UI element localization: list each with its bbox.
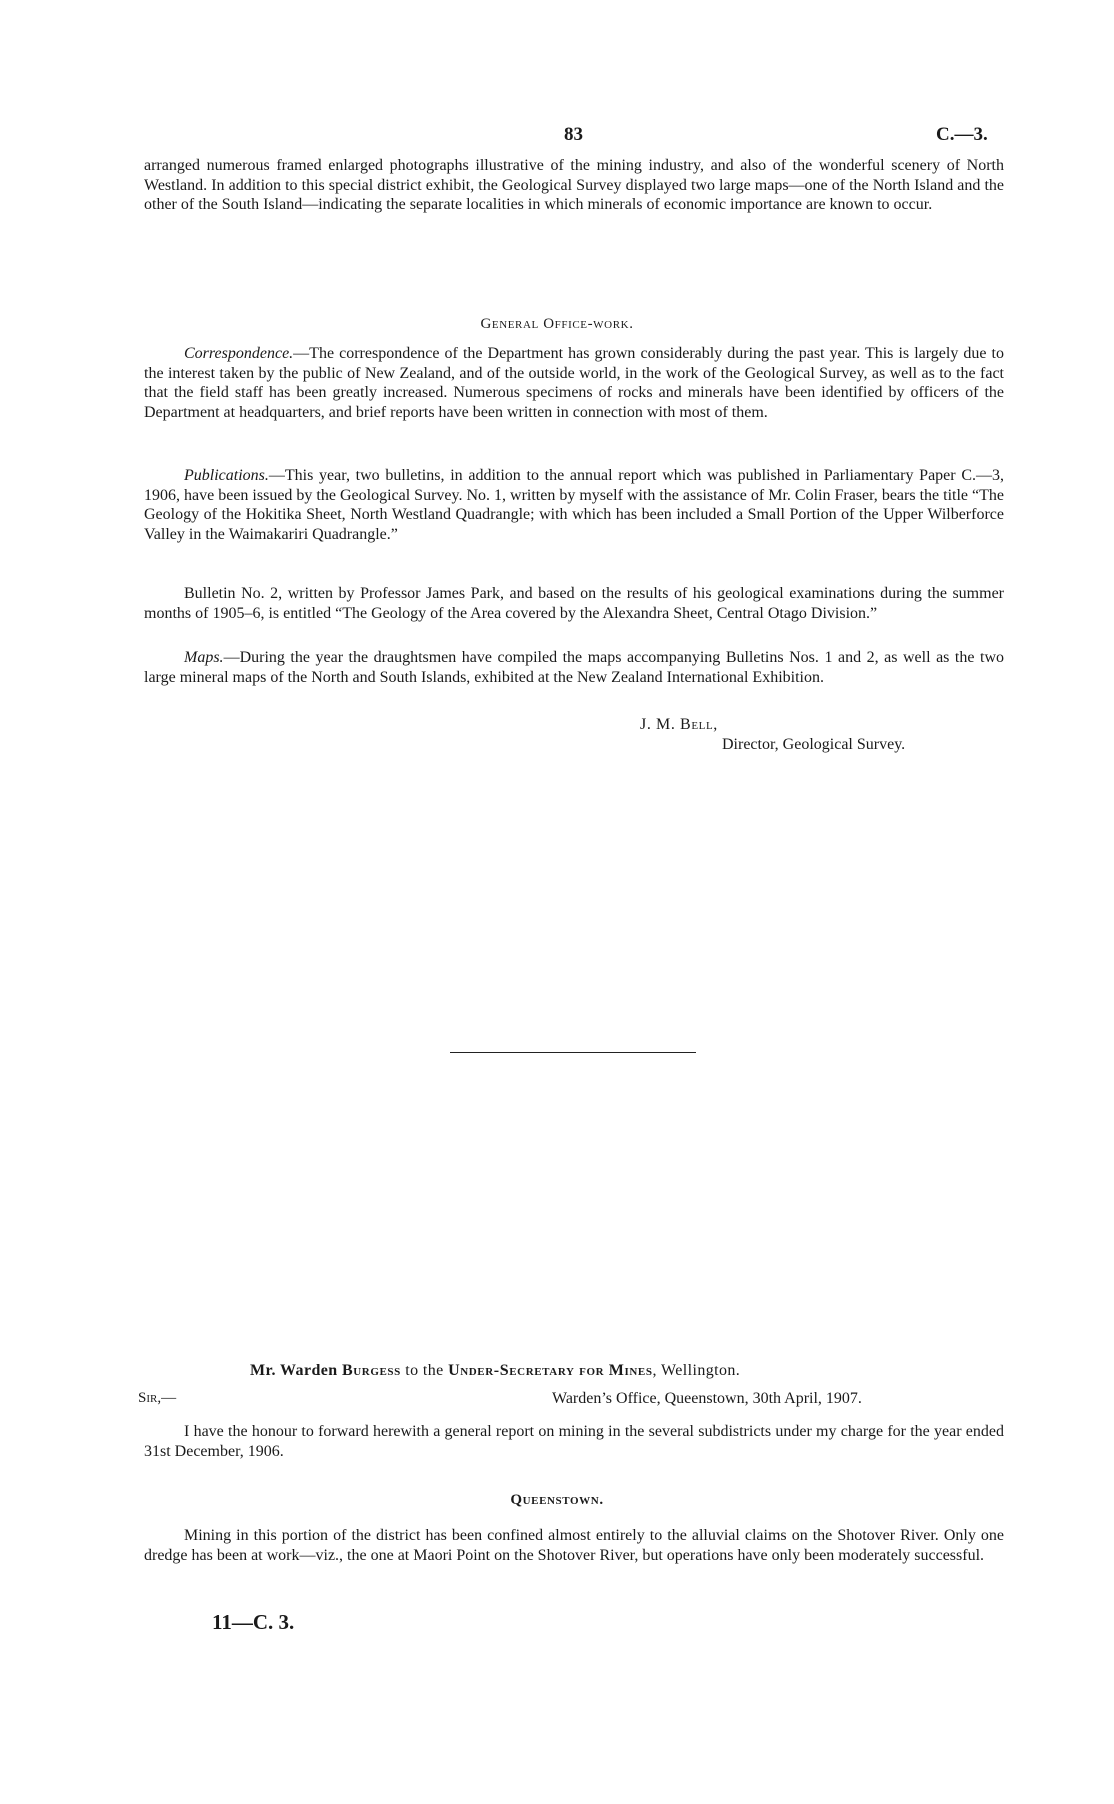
- correspondence-label: Correspondence.: [184, 345, 294, 362]
- publications-paragraph: [144, 466, 1004, 544]
- correspondence-text: —The correspondence of the Department has grown considerably during the past year. This is largely due to the interest taken by the public of New Zealand, and of the outside world, in the work of the Geological Survey, as well as to the fact that the field staff has been greatly increased. Numerous specimens of rocks and minerals have been identified by officers of the Department at headquarters, and brief reports have been written in connection with most of them.: [144, 345, 1004, 421]
- maps-label: Maps.: [184, 649, 224, 666]
- letter-salutation: Sir,—: [138, 1390, 177, 1406]
- address-mid: to the: [400, 1362, 449, 1379]
- letter-address-line: [250, 1362, 740, 1380]
- address-prefix: Mr. Warden: [250, 1362, 342, 1379]
- address-suffix: , Wellington.: [652, 1362, 741, 1379]
- address-sender-name: Burgess: [341, 1362, 401, 1379]
- maps-text: —During the year the draughtsmen have compiled the maps accompanying Bulletins Nos. 1 and 2, as well as the two large mineral maps of the North and South Islands, exhibited at the New Zealand International Exhibition.: [144, 649, 1004, 686]
- queenstown-paragraph: Mining in this portion of the district has been confined almost entirely to the alluvial claims on the Shotover River. Only one dredge has been at work—viz., the one at Maori Point on the Shotover River, but operations have only been moderately successful.: [144, 1527, 1004, 1564]
- page-number: 83: [564, 124, 583, 145]
- section-divider: [450, 1052, 696, 1053]
- publications-label: Publications.: [184, 467, 269, 484]
- footer-sheet-code: 11—C. 3.: [212, 1610, 295, 1634]
- maps-paragraph: [144, 648, 1004, 687]
- letter-body-paragraph: I have the honour to forward herewith a general report on mining in the several subdistricts under my charge for the year ended 31st December, 1906.: [144, 1423, 1004, 1460]
- section-heading-queenstown: Queenstown.: [510, 1492, 604, 1508]
- signature-name: J. M. Bell,: [640, 716, 718, 733]
- publications-text: —This year, two bulletins, in addition to the annual report which was published in Parliamentary Paper C.—3, 1906, have been issued by the Geological Survey. No. 1, written by myself with the assistance of Mr. Colin Fraser, bears the title “The Geology of the Hokitika Sheet, North Westland Quadrangle; with which has been included a Small Portion of the Upper Wilberforce Valley in the Waimakariri Quadrangle.”: [144, 467, 1004, 543]
- signature-title: Director, Geological Survey.: [722, 736, 906, 753]
- intro-paragraph: arranged numerous framed enlarged photographs illustrative of the mining industry, and also of the wonderful scenery of North Westland. In addition to this special district exhibit, the Geological Survey displayed two large maps—one of the North Island and the other of the South Island—indicating the separate localities in which minerals of economic importance are known to occur.: [144, 157, 1004, 214]
- correspondence-paragraph: [144, 344, 1004, 422]
- letter-dateline: Warden’s Office, Queenstown, 30th April, 1907.: [552, 1390, 862, 1407]
- address-recipient: Under-Secretary for Mines: [448, 1362, 653, 1379]
- document-code: C.—3.: [936, 124, 988, 145]
- bulletin-2-paragraph: Bulletin No. 2, written by Professor James Park, and based on the results of his geological examinations during the summer months of 1905–6, is entitled “The Geology of the Area covered by the Alexandra Sheet, Central Otago Division.”: [144, 585, 1004, 622]
- section-heading-office-work: General Office-work.: [480, 316, 634, 332]
